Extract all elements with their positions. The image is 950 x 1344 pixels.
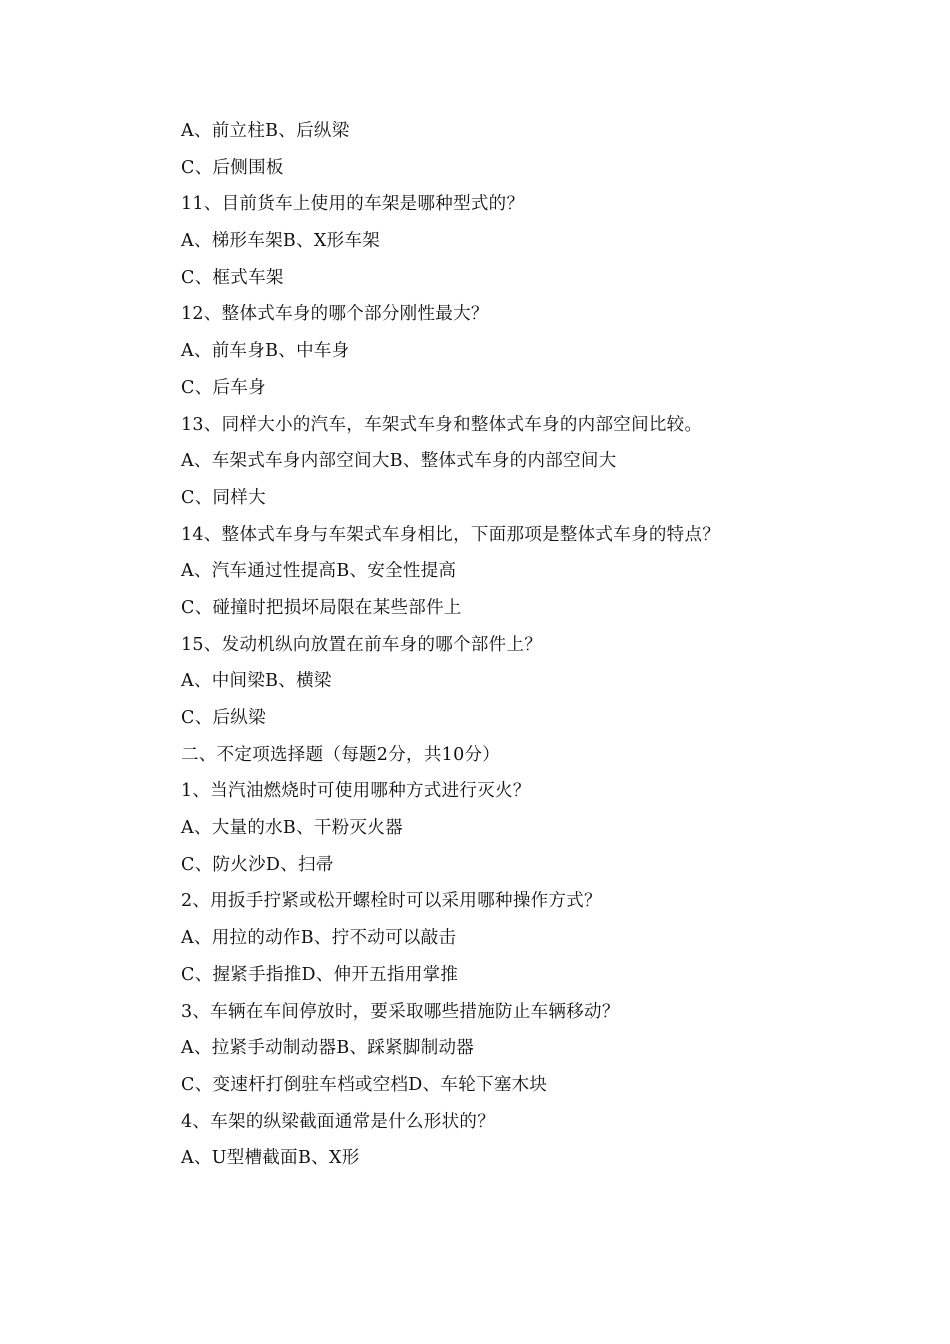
option-line: C、后纵梁 — [181, 708, 266, 728]
question-line: 11、目前货车上使用的车架是哪种型式的？ — [181, 194, 525, 215]
question-line: 3、车辆在车间停放时，要采取哪些措施防止车辆移动？ — [181, 1001, 620, 1022]
option-line: C、后侧围板 — [181, 157, 284, 178]
option-line: C、同样大 — [181, 487, 266, 508]
option-line: C、防火沙D、扫帚 — [181, 854, 334, 875]
option-line: A、U型槽截面B、X形 — [181, 1148, 360, 1169]
option-line: C、后车身 — [181, 377, 266, 398]
question-line: 13、同样大小的汽车，车架式车身和整体式车身的内部空间比较。 — [181, 414, 703, 435]
option-line: A、车架式车身内部空间大B、整体式车身的内部空间大 — [181, 451, 617, 472]
option-line: A、前车身B、中车身 — [181, 341, 350, 362]
option-line: A、大量的水B、干粉灭火器 — [181, 818, 403, 839]
question-line: 15、发动机纵向放置在前车身的哪个部件上？ — [181, 634, 543, 655]
option-line: A、汽车通过性提高B、安全性提高 — [181, 561, 457, 582]
question-line: 2、用扳手拧紧或松开螺栓时可以采用哪种操作方式？ — [181, 891, 602, 912]
section-heading: 二、不定项选择题（每题2分，共10分） — [181, 744, 501, 765]
question-line: 12、整体式车身的哪个部分刚性最大？ — [181, 304, 489, 325]
option-line: A、中间梁B、横梁 — [181, 671, 332, 692]
option-line: C、握紧手指推D、伸开五指用掌推 — [181, 964, 459, 985]
question-line: 4、车架的纵梁截面通常是什么形状的？ — [181, 1111, 496, 1132]
question-line: 1、当汽油燃烧时可使用哪种方式进行灭火？ — [181, 781, 531, 802]
option-line: C、框式车架 — [181, 267, 284, 288]
option-line: A、前立柱B、后纵梁 — [181, 121, 350, 141]
option-line: A、拉紧手动制动器B、踩紧脚制动器 — [181, 1038, 475, 1059]
option-line: A、梯形车架B、X形车架 — [181, 231, 381, 252]
option-line: A、用拉的动作B、拧不动可以敲击 — [181, 928, 457, 949]
option-line: C、碰撞时把损坏局限在某些部件上 — [181, 597, 462, 618]
question-line: 14、整体式车身与车架式车身相比，下面那项是整体式车身的特点？ — [181, 524, 721, 545]
document-body — [181, 113, 901, 1177]
option-line: C、变速杆打倒驻车档或空档D、车轮下塞木块 — [181, 1074, 548, 1095]
